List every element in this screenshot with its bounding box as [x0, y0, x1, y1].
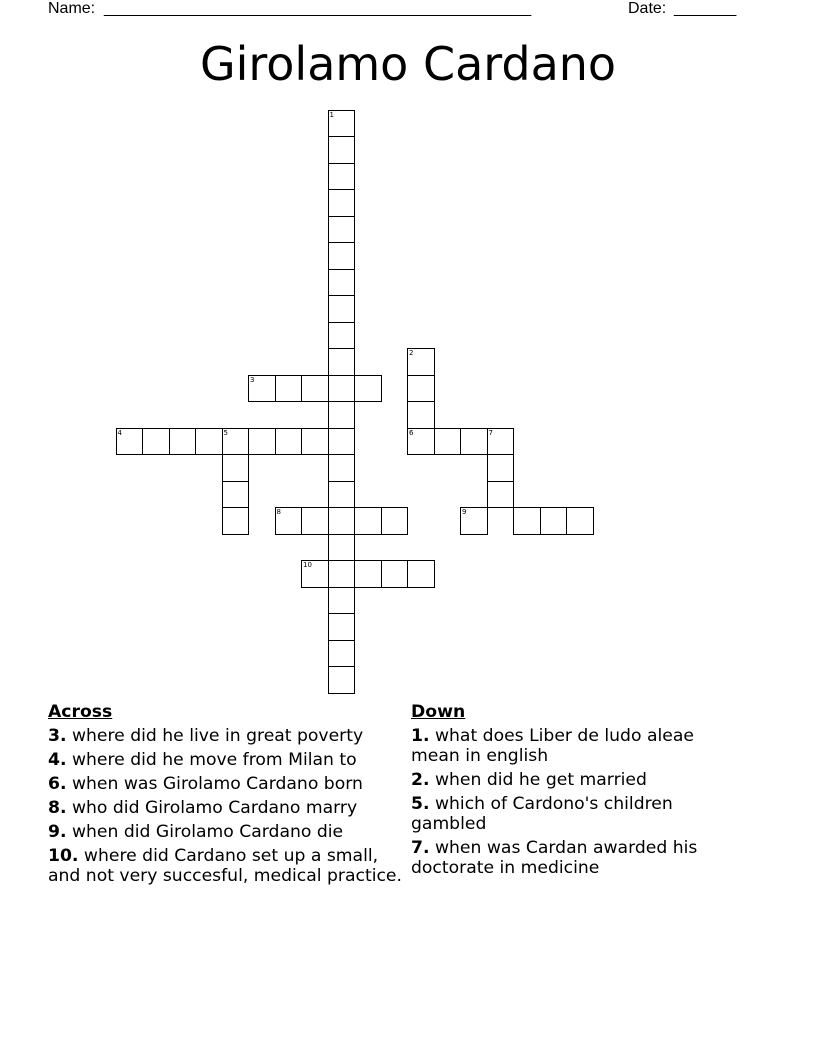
crossword-cell[interactable]: [434, 428, 462, 456]
cell-number: 10: [303, 561, 312, 569]
crossword-cell[interactable]: [381, 507, 409, 535]
crossword-cell[interactable]: [301, 560, 329, 588]
crossword-cell[interactable]: [328, 640, 356, 668]
crossword-cell[interactable]: [328, 428, 356, 456]
crossword-cell[interactable]: [328, 189, 356, 217]
crossword-cell[interactable]: [354, 560, 382, 588]
cell-number: 8: [276, 508, 281, 516]
date-field-line[interactable]: _______: [674, 0, 737, 17]
crossword-cell[interactable]: [328, 507, 356, 535]
down-clues: [411, 702, 741, 882]
crossword-cell[interactable]: [222, 454, 250, 482]
crossword-cell[interactable]: [328, 375, 356, 403]
clue-text: where did Cardano set up a small, and not very succesful, medical practice.: [48, 846, 402, 886]
clue-number: 1.: [411, 726, 430, 746]
down-heading: Down: [411, 702, 466, 722]
clue-text: what does Liber de ludo aleae mean in english: [411, 726, 694, 766]
crossword-cell[interactable]: [222, 428, 250, 456]
clue-text: when did Girolamo Cardano die: [71, 822, 344, 842]
date-label: Date:: [628, 0, 667, 17]
crossword-cell[interactable]: [381, 560, 409, 588]
clue-number: 6.: [48, 774, 67, 794]
crossword-cell[interactable]: [354, 507, 382, 535]
crossword-cell[interactable]: [142, 428, 170, 456]
crossword-cell[interactable]: [540, 507, 568, 535]
crossword-cell[interactable]: [328, 242, 356, 270]
name-field-line[interactable]: ________________________________________________: [104, 0, 532, 17]
crossword-cell[interactable]: [513, 507, 541, 535]
crossword-cell[interactable]: [116, 428, 144, 456]
across-clue: [48, 846, 408, 886]
cell-number: 4: [117, 428, 122, 437]
page-title: Girolamo Cardano: [199, 37, 617, 91]
down-clue: [411, 838, 741, 878]
crossword-cell[interactable]: [328, 136, 356, 164]
across-clue-list: [48, 726, 408, 886]
clue-number: 8.: [48, 798, 67, 818]
down-clue: [411, 726, 741, 766]
across-clue: [48, 822, 408, 842]
crossword-cell[interactable]: [407, 348, 435, 376]
down-clue: [411, 794, 741, 834]
crossword-cell[interactable]: [460, 507, 488, 535]
cell-number: 5: [223, 428, 228, 437]
crossword-cell[interactable]: [328, 110, 356, 138]
crossword-cell[interactable]: [328, 454, 356, 482]
crossword-cell[interactable]: [407, 401, 435, 429]
clue-text: which of Cardono's children gambled: [411, 794, 673, 834]
clue-number: 9.: [48, 822, 67, 842]
across-clue: [48, 774, 408, 794]
crossword-cell[interactable]: [328, 401, 356, 429]
cell-number: 9: [462, 508, 467, 516]
cell-number: 1: [329, 110, 334, 119]
clue-text: where did he live in great poverty: [71, 726, 364, 746]
crossword-cell[interactable]: [248, 375, 276, 403]
crossword-cell[interactable]: [407, 560, 435, 588]
crossword-cell[interactable]: [487, 481, 515, 509]
crossword-cell[interactable]: [248, 428, 276, 456]
crossword-cell[interactable]: [328, 295, 356, 323]
crossword-cell[interactable]: [354, 375, 382, 403]
crossword-cell[interactable]: [328, 560, 356, 588]
clue-number: 10.: [48, 846, 79, 866]
crossword-cell[interactable]: [275, 375, 303, 403]
clue-text: who did Girolamo Cardano marry: [71, 798, 358, 818]
clue-number: 4.: [48, 750, 67, 770]
across-heading: Across: [48, 702, 113, 722]
crossword-cell[interactable]: [460, 428, 488, 456]
crossword-cell[interactable]: [328, 269, 356, 297]
clue-number: 3.: [48, 726, 67, 746]
name-label: Name:: [48, 0, 96, 17]
crossword-cell[interactable]: [328, 481, 356, 509]
cell-number: 6: [409, 428, 414, 437]
crossword-cell[interactable]: [275, 428, 303, 456]
across-clue: [48, 726, 408, 746]
crossword-cell[interactable]: [222, 481, 250, 509]
crossword-cell[interactable]: [487, 454, 515, 482]
cell-number: 3: [250, 375, 255, 384]
across-clue: [48, 798, 408, 818]
crossword-cell[interactable]: [328, 534, 356, 562]
crossword-cell[interactable]: [328, 216, 356, 244]
crossword-cell[interactable]: [222, 507, 250, 535]
crossword-cell[interactable]: [407, 428, 435, 456]
crossword-cell[interactable]: [301, 428, 329, 456]
crossword-cell[interactable]: [301, 375, 329, 403]
clue-text: where did he move from Milan to: [71, 750, 357, 770]
across-clue: [48, 750, 408, 770]
across-clues: [48, 702, 408, 890]
clue-number: 5.: [411, 794, 430, 814]
crossword-cell[interactable]: [407, 375, 435, 403]
clue-number: 7.: [411, 838, 430, 858]
crossword-cell[interactable]: [169, 428, 197, 456]
clue-number: 2.: [411, 770, 430, 790]
down-clue-list: [411, 726, 741, 878]
crossword-cell[interactable]: [328, 666, 356, 694]
crossword-cell[interactable]: [328, 587, 356, 615]
crossword-cell[interactable]: [566, 507, 594, 535]
crossword-cell[interactable]: [328, 322, 356, 350]
clue-text: when was Cardan awarded his doctorate in medicine: [411, 838, 698, 878]
crossword-cell[interactable]: [275, 507, 303, 535]
crossword-cell[interactable]: [195, 428, 223, 456]
crossword-cell[interactable]: [301, 507, 329, 535]
crossword-cell[interactable]: [328, 613, 356, 641]
cell-number: 2: [409, 349, 414, 357]
crossword-cell[interactable]: [328, 348, 356, 376]
cell-number: 7: [488, 428, 493, 437]
clue-text: when was Girolamo Cardano born: [71, 774, 363, 794]
crossword-cell[interactable]: [328, 163, 356, 191]
down-clue: [411, 770, 741, 790]
clue-text: when did he get married: [434, 770, 647, 790]
crossword-cell[interactable]: [487, 428, 515, 456]
